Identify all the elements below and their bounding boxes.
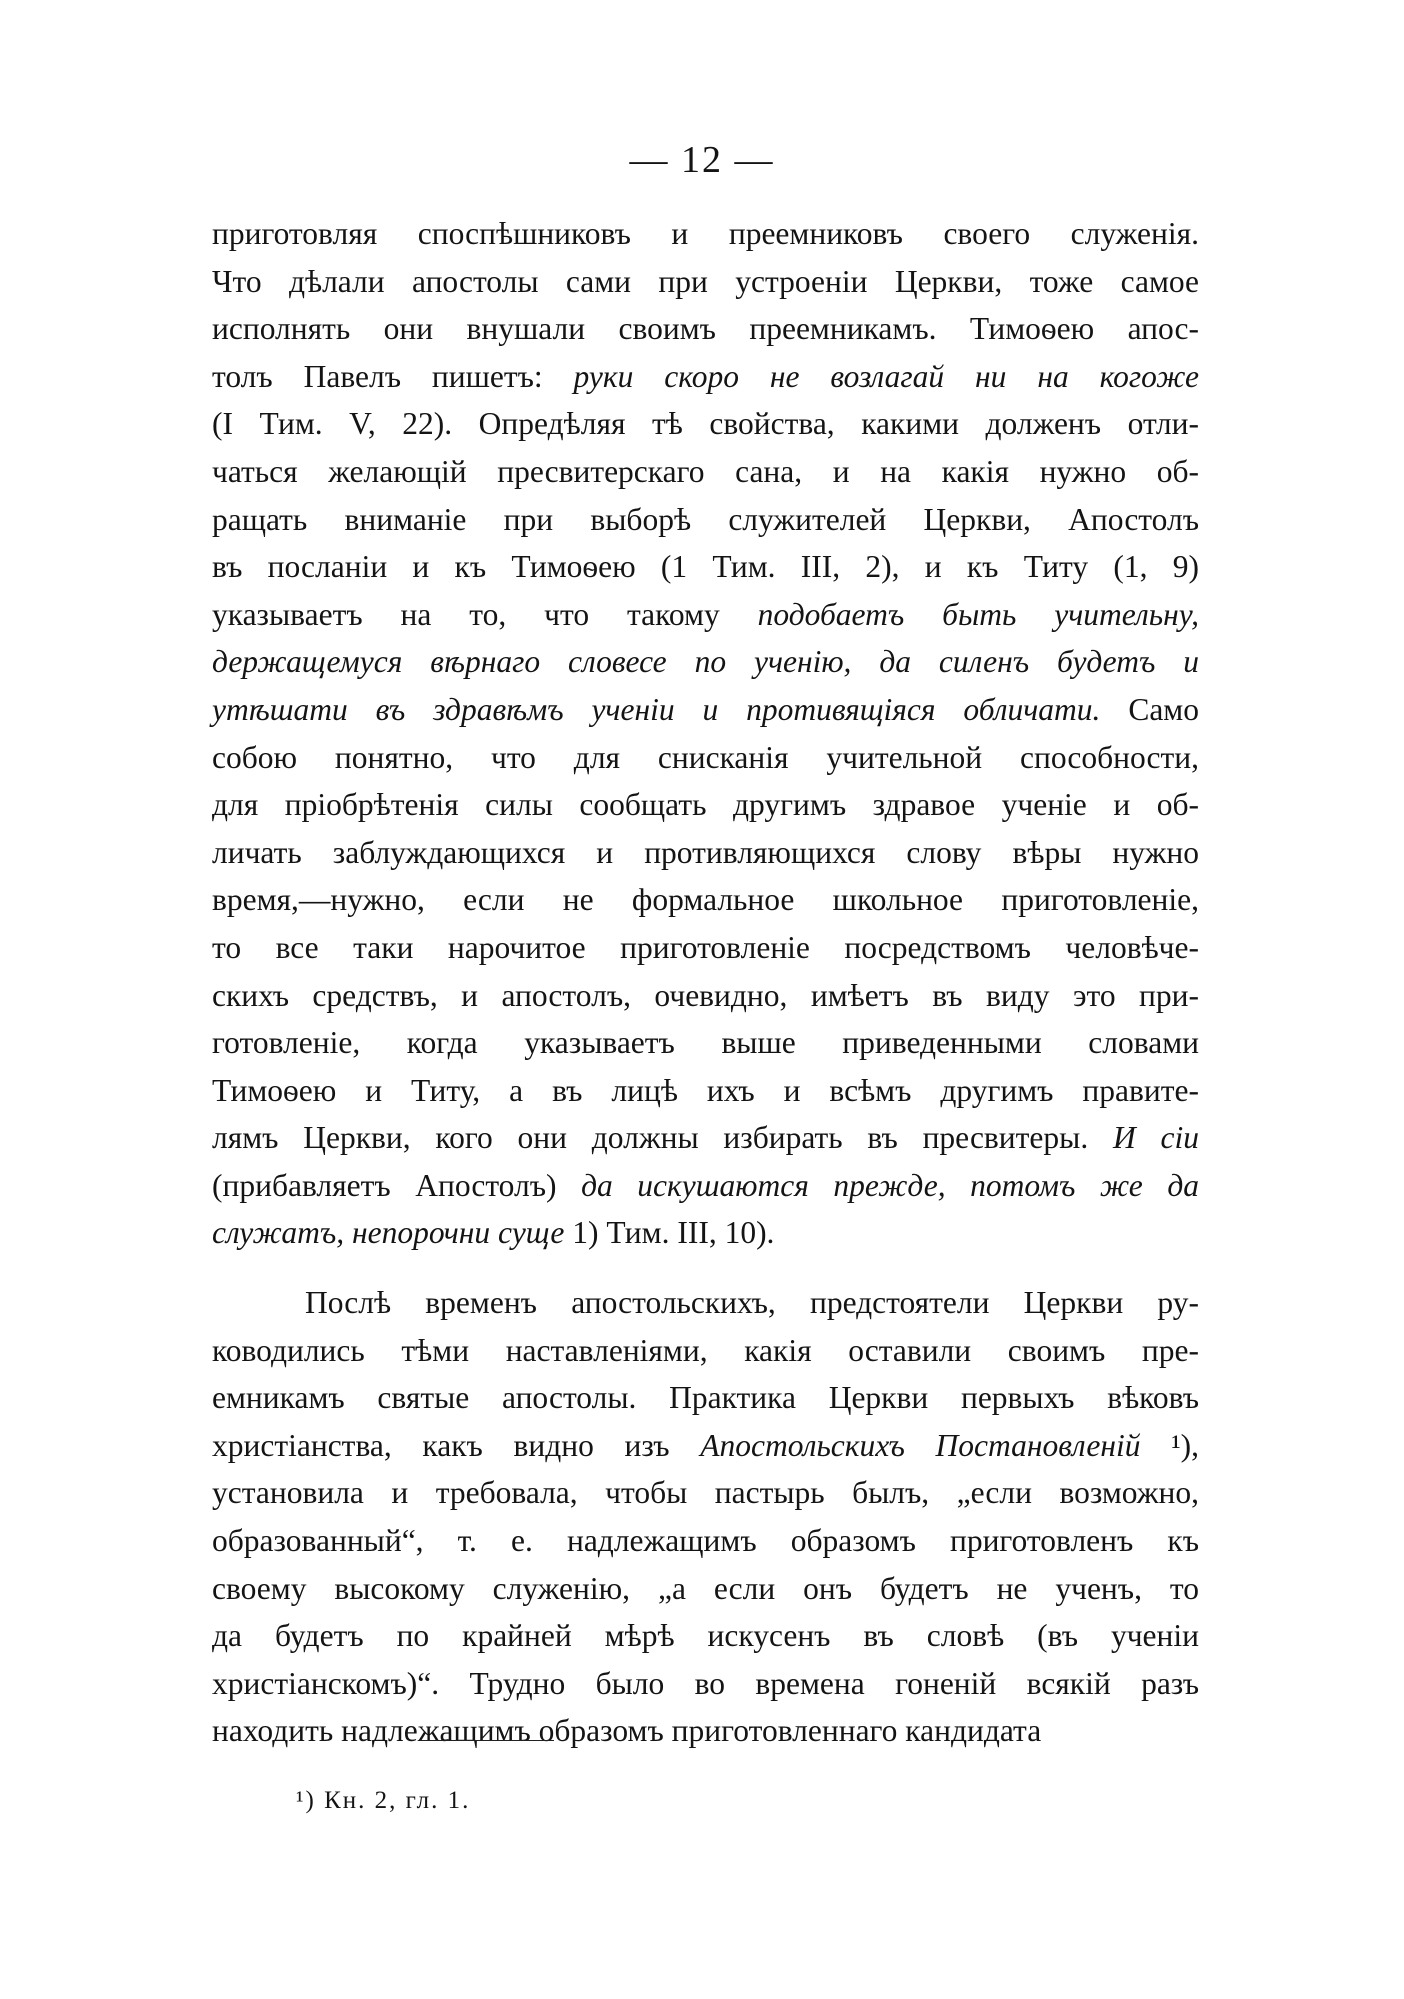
text-line [212,1660,1199,1708]
body-text [212,210,1199,1755]
text-run: Послѣ временъ апостольскихъ, предстоятели Церкви ру- [305,1285,1199,1321]
text-run: (I Тим. V, 22). Опредѣляя тѣ свойства, какими долженъ отли- [212,406,1199,442]
text-line [212,1469,1199,1517]
text-run: собою понятно, что для снисканія учительной способности, [212,739,1199,775]
text-run: Апостольскихъ Постановленій [700,1427,1141,1463]
text-run: (прибавляетъ Апостолъ) [212,1167,582,1203]
text-run: христіанства, какъ видно изъ [212,1427,701,1463]
text-run: чаться желающій пресвитерскаго сана, и на какія нужно об- [212,453,1199,489]
text-run: емникамъ святые апостолы. Практика Церкви первыхъ вѣковъ [212,1380,1199,1416]
text-line [212,1327,1199,1375]
text-run: ¹), [1140,1427,1200,1463]
text-run: христіанскомъ)“. Трудно было во времена гоненій всякій разъ [212,1665,1199,1701]
text-line [212,400,1199,448]
text-run: 1) Тим. III, 10). [564,1215,775,1251]
text-line [212,591,1199,639]
paragraph-2 [212,1279,1199,1755]
footnote-divider [420,1740,554,1741]
text-line [212,734,1199,782]
text-run: исполнять они внушали своимъ преемникамъ. Тимоѳею апос- [212,311,1199,347]
text-line [212,638,1199,686]
text-line [212,1209,1199,1257]
text-run: да будетъ по крайней мѣрѣ искусенъ въ словѣ (въ ученіи [212,1618,1199,1654]
text-line [212,1067,1199,1115]
text-run: своему высокому служенію, „а если онъ будетъ не ученъ, то [212,1570,1199,1606]
text-run: указываетъ на то, что такому [212,596,758,632]
text-line [212,1374,1199,1422]
text-line [212,1565,1199,1613]
text-run: находить надлежащимъ образомъ приготовленнаго кандидата [212,1713,1042,1749]
text-line [212,210,1199,258]
text-run: Что дѣлали апостолы сами при устроеніи Церкви, тоже самое [212,263,1199,299]
text-run: Тимоѳею и Титу, а въ лицѣ ихъ и всѣмъ другимъ правите- [212,1072,1199,1108]
text-line [212,543,1199,591]
text-run: ращать вниманіе при выборѣ служителей Церкви, Апостолъ [212,501,1199,537]
text-run: служатъ, непорочни суще [212,1215,565,1251]
text-run: личать заблуждающихся и противляющихся слову вѣры нужно [212,834,1199,870]
text-run: руки скоро не возлагай ни на когоже [573,358,1200,394]
text-line [212,448,1199,496]
footnote: ¹) Кн. 2, гл. 1. [296,1787,471,1814]
text-run: И сіи [1112,1120,1199,1156]
page-number: — 12 — [629,139,775,181]
text-run: да искушаются прежде, потомъ же да [581,1167,1200,1203]
text-line [212,1612,1199,1660]
text-line [212,972,1199,1020]
paragraph-1 [212,210,1199,1257]
text-run: утѣшати въ здравѣмъ ученіи и противящіяся обличати. [212,691,1101,727]
text-line [212,305,1199,353]
text-run: то все таки нарочитое приготовленіе посредствомъ человѣче- [212,929,1199,965]
text-line [212,1422,1199,1470]
text-run: толъ Павелъ пишетъ: [212,358,574,394]
text-run: скихъ средствъ, и апостолъ, очевидно, имѣетъ въ виду это при- [212,977,1199,1013]
text-run: лямъ Церкви, кого они должны избирать въ пресвитеры. [212,1120,1113,1156]
text-line [212,258,1199,306]
text-run: приготовляя споспѣшниковъ и преемниковъ своего служенія. [212,216,1199,251]
text-run: готовленіе, когда указываетъ выше приведенными словами [212,1025,1199,1061]
text-run: держащемуся вѣрнаго словесе по ученію, да силенъ будетъ и [212,644,1199,680]
text-line [212,924,1199,972]
text-line [212,781,1199,829]
text-line [212,1517,1199,1565]
text-run: подобаетъ быть учительну, [757,596,1199,632]
text-line [212,1019,1199,1067]
text-line [212,353,1199,401]
text-line [212,1162,1199,1210]
text-line [212,686,1199,734]
text-run: ководились тѣми наставленіями, какія оставили своимъ пре- [212,1332,1199,1368]
text-line [212,1114,1199,1162]
text-line [212,1707,1199,1755]
text-run: образованный“, т. е. надлежащимъ образомъ приготовленъ къ [212,1523,1199,1559]
text-line [212,876,1199,924]
text-run: время,—нужно, если не формальное школьное приготовленіе, [212,882,1199,918]
text-line [212,1279,1199,1327]
text-line [212,829,1199,877]
text-run: установила и требовала, чтобы пастырь былъ, „если возможно, [212,1475,1199,1511]
text-line [212,496,1199,544]
text-run: для пріобрѣтенія силы сообщать другимъ здравое ученіе и об- [212,787,1199,823]
text-run: въ посланіи и къ Тимоѳею (1 Тим. III, 2), и къ Титу (1, 9) [212,549,1199,585]
text-run: Само [1100,691,1199,727]
